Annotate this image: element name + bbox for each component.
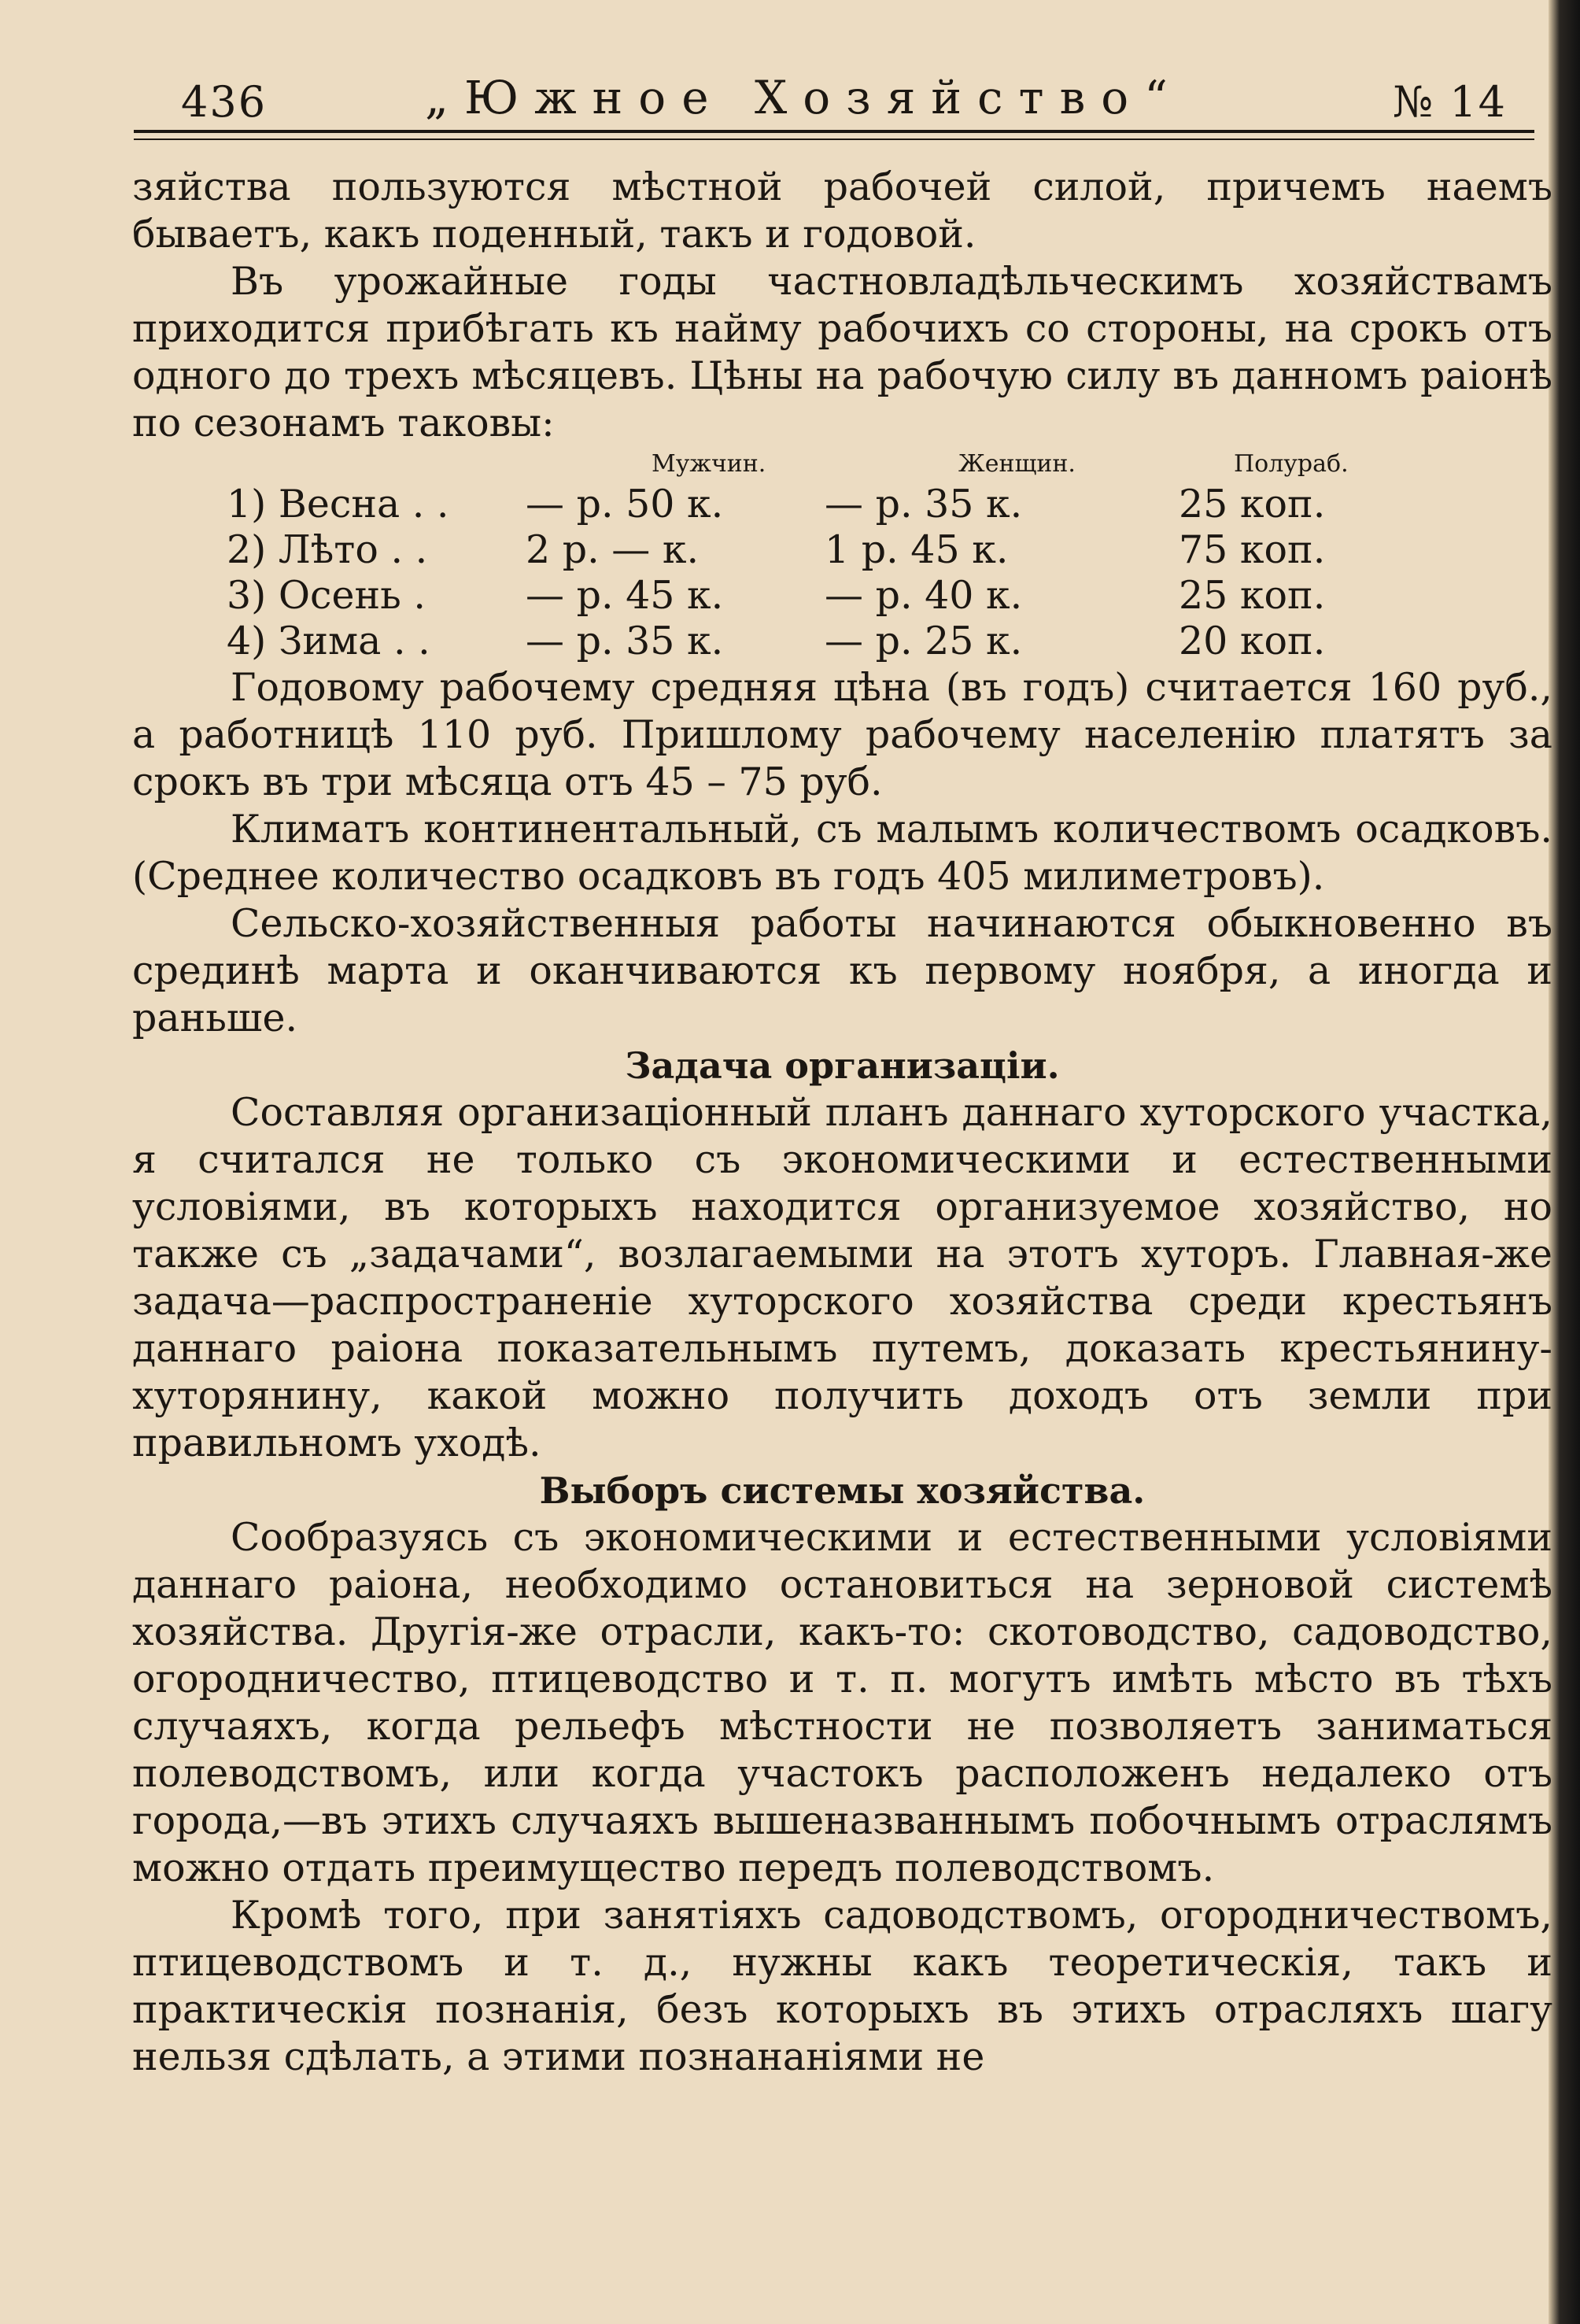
season-cell: 1) Весна . . — [227, 482, 449, 527]
issue-number: № 14 — [1393, 77, 1507, 127]
women-price: — р. 25 к. — [825, 619, 1023, 663]
women-price: — р. 35 к. — [825, 482, 1023, 527]
men-price: 2 р. — к. — [526, 527, 700, 572]
season-cell: 2) Лѣто . . — [227, 527, 428, 572]
paragraph: Составляя организаціонный планъ даннаго хуторского участка, я считался не только съ экономическими и естественными условіями, въ которыхъ находится организуемое хозяйство, но также съ „задачами“, возлагаемыми на этотъ хуторъ. Главная-же задача—распространеніе хуторского хозяйства среди крестьянъ даннаго раіона показательнымъ путемъ, доказать крестьянину-хуторянину, какой можно получить доходъ отъ земли при правильномъ уходѣ. — [132, 1090, 1552, 1465]
price-table — [132, 447, 1552, 664]
table-row — [132, 482, 1552, 527]
running-header — [134, 71, 1550, 134]
journal-title: „Южное Хозяйство“ — [425, 71, 1183, 124]
season-cell: 3) Осень . — [227, 573, 426, 618]
table-row — [132, 619, 1552, 664]
section-heading: Задача организаціи. — [625, 1044, 1060, 1087]
men-price: — р. 45 к. — [526, 573, 724, 618]
paragraph: зяйства пользуются мѣстной рабочей силой, причемъ наемъ бываетъ, какъ поденный, такъ и годовой. — [132, 164, 1552, 257]
table-row — [132, 573, 1552, 619]
paragraph: Кромѣ того, при занятіяхъ садоводствомъ, огородничествомъ, птицеводствомъ и т. д., нужны какъ теоретическія, такъ и практическія познанія, безъ которыхъ въ этихъ отрасляхъ шагу нельзя сдѣлать, а этими познананіями не — [132, 1893, 1552, 2079]
body-text — [132, 164, 1552, 2081]
table-row — [132, 527, 1552, 573]
half-price: 75 коп. — [1179, 527, 1326, 572]
half-price: 20 коп. — [1179, 619, 1326, 663]
header-men: Мужчин. — [652, 450, 766, 478]
paragraph: Годовому рабочему средняя цѣна (въ годъ) считается 160 руб., а работницѣ 110 руб. Пришлому рабочему населенію платятъ за срокъ въ три мѣсяца отъ 45 – 75 руб. — [132, 665, 1552, 804]
women-price: — р. 40 к. — [825, 573, 1023, 618]
header-rule-thick — [134, 130, 1534, 133]
half-price: 25 коп. — [1179, 482, 1326, 527]
half-price: 25 коп. — [1179, 573, 1326, 618]
section-heading: Выборъ системы хозяйства. — [539, 1469, 1146, 1512]
paragraph: Климатъ континентальный, съ малымъ количествомъ осадковъ. (Среднее количество осадковъ въ годъ 405 милиметровъ). — [132, 807, 1552, 899]
paragraph: Въ урожайные годы частновладѣльческимъ хозяйствамъ приходится прибѣгать къ найму рабочихъ со стороны, на срокъ отъ одного до трехъ мѣсяцевъ. Цѣны на рабочую силу въ данномъ раіонѣ по сезонамъ таковы: — [132, 259, 1552, 445]
book-spine-edge — [1549, 0, 1580, 2324]
men-price: — р. 50 к. — [526, 482, 724, 527]
header-rule-thin — [134, 139, 1534, 140]
page-number: 436 — [181, 77, 268, 127]
season-cell: 4) Зима . . — [227, 619, 430, 663]
paragraph: Сообразуясь съ экономическими и естественными условіями даннаго раіона, необходимо остановиться на зерновой системѣ хозяйства. Другія-же отрасли, какъ-то: скотоводство, садоводство, огородничество, птицеводство и т. п. могутъ имѣть мѣсто въ тѣхъ случаяхъ, когда рельефъ мѣстности не позволяетъ заниматься полеводствомъ, или когда участокъ расположенъ недалеко отъ города,—въ этихъ случаяхъ вышеназваннымъ побочнымъ отраслямъ можно отдать преимущество передъ полеводствомъ. — [132, 1515, 1552, 1890]
price-table-header — [132, 447, 1552, 482]
header-half: Полураб. — [1234, 450, 1349, 478]
men-price: — р. 35 к. — [526, 619, 724, 663]
paragraph: Сельско-хозяйственныя работы начинаются обыкновенно въ срединѣ марта и оканчиваются къ первому ноября, а иногда и раньше. — [132, 901, 1552, 1040]
header-women: Женщин. — [958, 450, 1076, 478]
women-price: 1 р. 45 к. — [825, 527, 1009, 572]
